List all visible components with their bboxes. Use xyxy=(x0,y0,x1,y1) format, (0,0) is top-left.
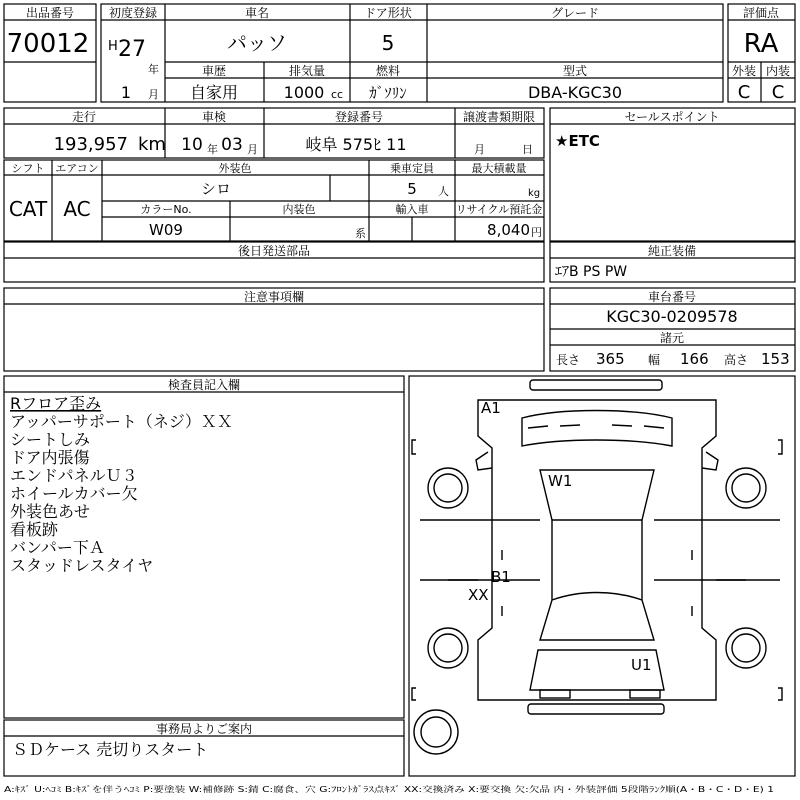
genuine-value: ｴｱB PS PW xyxy=(555,264,628,280)
capacity-unit: 人 xyxy=(438,185,449,198)
recycle-label: リサイクル預託金 xyxy=(455,203,543,216)
colorno-value: W09 xyxy=(149,221,183,239)
name-label: 車名 xyxy=(244,6,270,20)
insp-month-unit: 月 xyxy=(247,143,258,156)
year-unit: 年 xyxy=(148,63,159,76)
name-value: パッソ xyxy=(227,31,287,55)
lot-label: 出品番号 xyxy=(25,6,75,20)
inspector-line: バンパー下Ａ xyxy=(10,538,105,557)
dims-length-label: 長さ xyxy=(556,353,581,367)
history-value: 自家用 xyxy=(189,83,239,102)
diagram-mark: B1 xyxy=(491,568,511,586)
reg-year: 27 xyxy=(118,37,146,62)
score-label: 評価点 xyxy=(742,6,780,20)
recycle-unit: 円 xyxy=(531,226,542,239)
dims-height-value: 153 xyxy=(761,350,790,368)
shift-label: シフト xyxy=(11,162,45,175)
model-value: DBA-KGC30 xyxy=(527,83,623,102)
dims-length-value: 365 xyxy=(596,350,625,368)
diagram-mark: U1 xyxy=(631,656,652,674)
inspector-line: 外装色あせ xyxy=(10,502,91,521)
interior-value: C xyxy=(771,82,785,103)
diagram-mark: W1 xyxy=(548,472,573,490)
later-parts-label: 後日発送部品 xyxy=(237,244,311,258)
inspector-lines xyxy=(10,394,233,575)
dims-width-value: 166 xyxy=(680,350,709,368)
reg-month: 1 xyxy=(120,83,132,102)
inspector-line: ホイールカバー欠 xyxy=(10,484,138,503)
dims-height-label: 高さ xyxy=(724,353,749,367)
selling-label: セールスポイント xyxy=(624,110,720,124)
import-label: 輸入車 xyxy=(395,203,429,216)
first-reg-label: 初度登録 xyxy=(108,6,158,20)
lot-value: 70012 xyxy=(6,29,90,59)
exterior-label: 外装 xyxy=(731,64,757,78)
office-value: ＳＤケース 売切りスタート xyxy=(12,740,209,759)
inspector-label: 検査員記入欄 xyxy=(167,378,241,392)
inspector-line: シートしみ xyxy=(10,430,91,449)
color-label: 外装色 xyxy=(218,162,252,175)
era: H xyxy=(108,39,118,54)
inspector-line: Rフロア歪み xyxy=(10,394,102,413)
transfer-day-unit: 日 xyxy=(522,143,533,156)
mileage-unit: km xyxy=(138,134,166,155)
grade-label: グレード xyxy=(550,6,600,20)
shift-value: CAT xyxy=(8,197,48,221)
selling-box xyxy=(550,108,795,241)
recycle-value: 8,040 xyxy=(487,221,530,239)
inspector-line: アッパーサポート（ネジ）ＸＸ xyxy=(10,412,233,431)
capacity-value: 5 xyxy=(407,180,417,198)
inspector-line: スタッドレスタイヤ xyxy=(10,556,154,575)
transfer-label: 譲渡書類期限 xyxy=(462,110,536,124)
insp-year: 10 xyxy=(181,135,203,155)
load-unit: kg xyxy=(528,188,541,199)
exterior-value: C xyxy=(737,82,751,103)
fuel-value: ｶﾞｿﾘﾝ xyxy=(369,84,407,102)
score-value: RA xyxy=(743,29,779,59)
model-label: 型式 xyxy=(562,64,588,78)
color-value: シロ xyxy=(200,180,232,198)
ac-label: エアコン xyxy=(55,162,99,175)
diagram-mark: A1 xyxy=(481,399,501,417)
office-label: 事務局よりご案内 xyxy=(155,722,253,736)
plate-value: 岐阜 575ﾋ 11 xyxy=(305,135,407,154)
inspector-line: エンドパネルＵ３ xyxy=(10,466,138,485)
chassis-label: 車台番号 xyxy=(647,290,697,304)
inspection-label: 車検 xyxy=(201,110,227,124)
diagram-mark: XX xyxy=(468,586,489,604)
mileage-label: 走行 xyxy=(71,110,97,124)
dims-width-label: 幅 xyxy=(648,353,661,367)
displacement-label: 排気量 xyxy=(288,64,326,78)
intcolor-label: 内装色 xyxy=(282,203,316,216)
car-diagram xyxy=(412,380,782,754)
fuel-label: 燃料 xyxy=(375,64,401,78)
diagram-box xyxy=(409,376,795,776)
insp-year-unit: 年 xyxy=(207,143,218,156)
history-label: 車歴 xyxy=(201,64,227,78)
plate-label: 登録番号 xyxy=(334,110,384,124)
genuine-label: 純正装備 xyxy=(647,244,697,258)
transfer-month-unit: 月 xyxy=(474,143,485,156)
inspector-line: 看板跡 xyxy=(10,520,59,539)
month-unit: 月 xyxy=(148,88,159,101)
selling-value: ★ETC xyxy=(555,132,600,150)
displacement-value: 1000 xyxy=(283,83,325,102)
ac-value: AC xyxy=(63,197,91,221)
notes-label: 注意事項欄 xyxy=(243,290,305,304)
interior-label: 内装 xyxy=(765,64,791,78)
legend: A:ｷｽﾞ U:ﾍｺﾐ B:ｷｽﾞを伴うﾍｺﾐ P:要塗装 W:補修跡 S:錆 C:腐食、穴 G:ﾌﾛﾝﾄｶﾞﾗｽ点ｷｽﾞ XX:交換済み X:要交換 欠:欠品 内・外装評価 5段階ﾗﾝｸ順(A・B・C・D・E) 1 xyxy=(4,785,582,794)
intcolor-unit: 系 xyxy=(355,227,366,240)
chassis-value: KGC30-0209578 xyxy=(606,307,738,326)
mileage-value: 193,957 xyxy=(53,134,128,155)
insp-month: 03 xyxy=(221,135,243,155)
doors-value: 5 xyxy=(381,31,395,55)
inspector-line: ドア内張傷 xyxy=(10,448,90,467)
load-label: 最大積載量 xyxy=(471,162,527,175)
capacity-label: 乗車定員 xyxy=(390,162,434,175)
displacement-unit: cc xyxy=(330,88,344,101)
doors-label: ドア形状 xyxy=(364,6,412,20)
dims-label: 諸元 xyxy=(659,331,685,345)
colorno-label: カラーNo. xyxy=(140,203,192,216)
